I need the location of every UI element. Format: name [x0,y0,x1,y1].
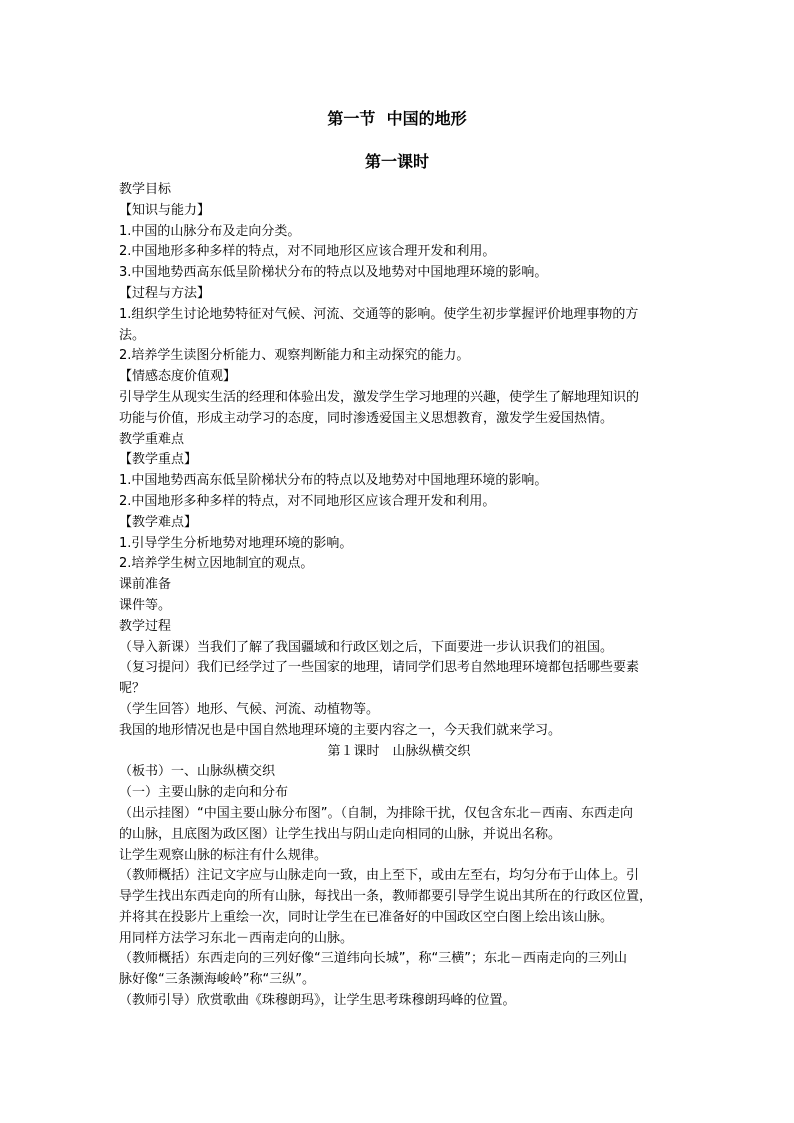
text-line: 教学目标 [119,182,172,197]
text-line: 导学生找出东西走向的所有山脉，每找出一条，教师都要引导学生说出其所在的行政区位置， [119,889,653,905]
text-line: 1.引导学生分析地势对地理环境的影响。 [119,535,353,551]
text-line: 教学重难点 [119,431,185,447]
text-line: 引导学生从现实生活的经理和体验出发，激发学生学习地理的兴趣，使学生了解地理知识的 [119,389,640,405]
text-line: 让学生观察山脉的标注有什么规律。 [119,847,328,863]
text-line: 功能与价值，形成主动学习的态度，同时渗透爱国主义思想教育，激发学生爱国热情。 [119,410,614,426]
text-line: 法。 [119,327,146,343]
text-line: 1.中国地势西高东低呈阶梯状分布的特点以及地势对中国地理环境的影响。 [119,473,548,489]
text-line: 【教学重点】 [119,452,198,468]
text-line: 呢？ [119,681,146,697]
text-line: 2.培养学生树立因地制宜的观点。 [119,556,314,572]
section-heading: 第１课时 山脉纵横交织 [327,743,471,759]
page-subtitle: 第一课时 [364,152,429,171]
text-line: （教师引导）欣赏歌曲《珠穆朗玛》，让学生思考珠穆朗玛峰的位置。 [119,993,516,1009]
page-title: 第一节 中国的地形 [327,109,467,128]
text-line: 教学过程 [119,618,172,634]
text-line: 课件等。 [119,597,172,613]
text-line: 并将其在投影片上重绘一次，同时让学生在已准备好的中国政区空白图上绘出该山脉。 [119,909,614,925]
text-line: 3.中国地势西高东低呈阶梯状分布的特点以及地势对中国地理环境的影响。 [119,265,548,281]
text-line: 2.中国地形多种多样的特点，对不同地形区应该合理开发和利用。 [119,493,496,509]
text-line: 【知识与能力】 [119,202,211,218]
text-line: （学生回答）地形、气候、河流、动植物等。 [119,701,380,717]
text-line: 2.中国地形多种多样的特点，对不同地形区应该合理开发和利用。 [119,244,496,260]
text-line: 我国的地形情况也是中国自然地理环境的主要内容之一，今天我们就来学习。 [119,722,562,738]
text-line: （教师概括）注记文字应与山脉走向一致，由上至下，或由左至右，均匀分布于山体上。引 [119,868,640,884]
text-line: （一）主要山脉的走向和分布 [119,785,289,801]
text-line: 课前准备 [119,577,172,593]
text-line: （教师概括）东西走向的三列好像“三道纬向长城”，称“三横”；东北－西南走向的三列山 [119,951,627,967]
text-line: （板书）一、山脉纵横交织 [119,764,276,780]
text-line: 1.中国的山脉分布及走向分类。 [119,223,301,239]
text-line: 【过程与方法】 [119,285,211,301]
text-line: 1.组织学生讨论地势特征对气候、河流、交通等的影响。使学生初步掌握评价地理事物的方 [119,306,639,322]
text-line: 2.培养学生读图分析能力、观察判断能力和主动探究的能力。 [119,348,470,364]
text-line: （导入新课）当我们了解了我国疆域和行政区划之后，下面要进一步认识我们的祖国。 [119,639,614,655]
text-line: 【教学难点】 [119,514,198,530]
text-line: （出示挂图）“中国主要山脉分布图”。（自制，为排除干扰，仅包含东北－西南、东西走向 [119,805,633,821]
document-body [119,180,679,1012]
text-line: 用同样方法学习东北－西南走向的山脉。 [119,930,354,946]
text-line: （复习提问）我们已经学过了一些国家的地理，请同学们思考自然地理环境都包括哪些要素 [119,660,640,676]
text-line: 【情感态度价值观】 [119,369,237,385]
text-line: 脉好像“三条濒海峻岭”称“三纵”。 [119,972,315,988]
text-line: 的山脉，且底图为政区图）让学生找出与阴山走向相同的山脉，并说出名称。 [119,826,562,842]
